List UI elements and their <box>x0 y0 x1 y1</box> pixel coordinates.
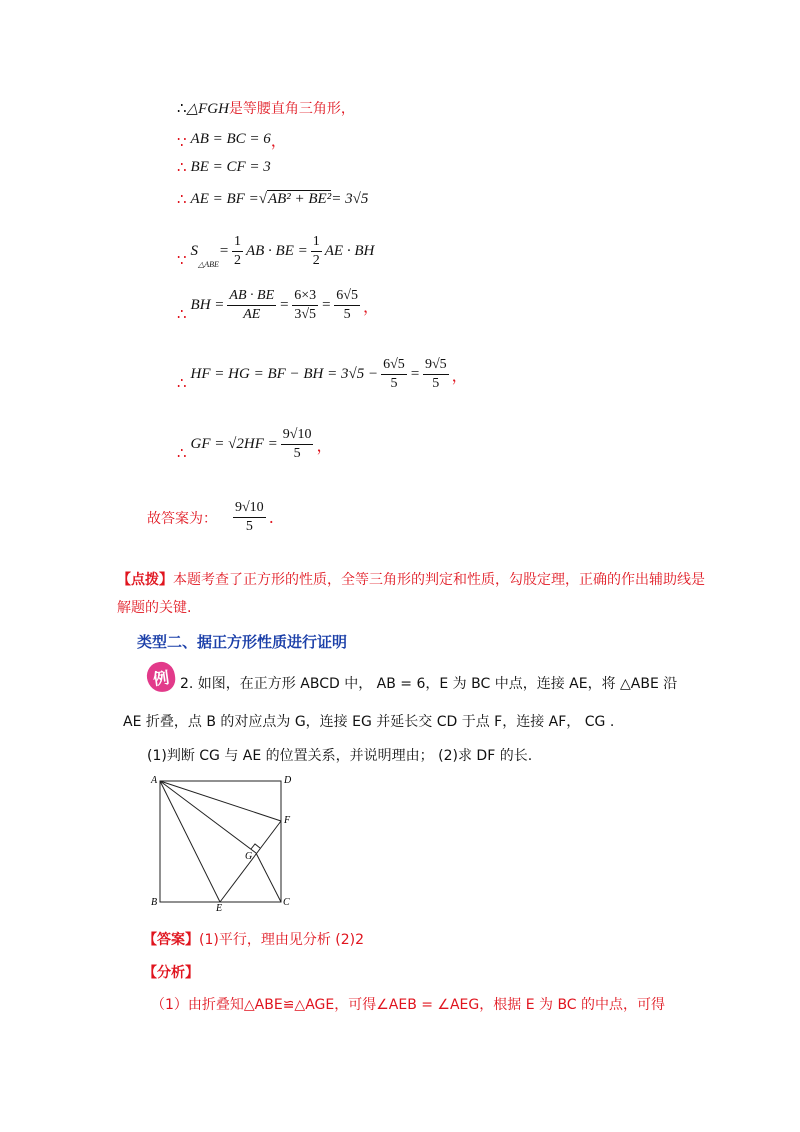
comma: ， <box>316 436 333 455</box>
therefore-symbol: ∴ <box>177 374 187 392</box>
right-angle-mark <box>251 844 260 849</box>
example-badge-icon: 例 <box>145 660 177 694</box>
label-b: B <box>151 897 158 908</box>
area-symbol: S <box>190 243 199 259</box>
solution-line-8 <box>177 427 332 462</box>
answer-line <box>147 500 274 535</box>
solution-line-6: ∴ BH = $\frac{AB \cdot BE}{AE}$ = $\frac{6\times 3}{3√5}$ = $\frac{6√5}{5}$ ， <box>177 288 379 323</box>
label-g: G <box>245 851 253 862</box>
be-cf-eq: BE = CF = 3 <box>190 158 271 175</box>
section-title: 类型二、据正方形性质进行证明 <box>137 633 348 651</box>
analysis-tag-line <box>143 962 199 982</box>
answer-text: (1)平行，理由见分析 (2)2 <box>199 932 365 948</box>
half-fraction-2: $\frac{1}{2}$ <box>312 234 320 268</box>
example-line-2: AE 折叠，点 B 的对应点为 G，连接 EG 并延长交 CD 于点 F，连接 AF， CG . <box>123 714 615 730</box>
geometry-figure <box>145 772 305 912</box>
solution-line-3 <box>177 158 271 176</box>
label-e: E <box>216 903 223 912</box>
answer-fraction: $\frac{9√10}{5}$ <box>235 500 264 534</box>
ab-be-product: AB · BE = <box>245 243 308 259</box>
label-a: A <box>151 775 158 786</box>
because-symbol: ∵ <box>177 251 187 269</box>
therefore-symbol: ∴ <box>177 305 187 323</box>
solution-line-1 <box>177 98 355 118</box>
comma: ， <box>362 297 379 316</box>
answer-label: 故答案为： <box>147 510 217 527</box>
hf-frac-1: $\frac{6√5}{5}$ <box>383 357 405 391</box>
radical-sign: √ <box>258 190 267 207</box>
therefore-symbol: ∴ <box>177 158 187 176</box>
solution-line-2 <box>177 128 287 151</box>
period: . <box>268 508 274 527</box>
label-d: D <box>284 775 292 786</box>
analysis-line: （1）由折叠知△ABE≌△AGE，可得∠AEB = ∠AEG，根据 E 为 BC 的中点，可得 <box>151 997 666 1013</box>
comment-tag: 【点拨】 <box>117 572 173 588</box>
ab-bc-eq: AB = BC = 6 <box>190 131 271 147</box>
bh-frac-3: $\frac{6√5}{5}$ <box>336 288 358 322</box>
triangle-fgh: △FGH <box>186 100 229 117</box>
solution-line-4 <box>177 190 368 208</box>
comma: ， <box>451 366 468 385</box>
bh-frac-2: $\frac{6\times 3}{3√5}$ <box>294 288 317 322</box>
equals: = <box>218 243 229 259</box>
answer-tag: 【答案】 <box>143 932 199 948</box>
segment-af <box>160 781 281 821</box>
square-abcd <box>160 781 281 902</box>
label-f: F <box>284 815 291 826</box>
therefore-symbol: ∴ <box>177 444 187 462</box>
comment-block <box>117 566 717 622</box>
area-subscript: △ABE <box>198 260 219 269</box>
ae-bf-eq: AE = BF = <box>190 190 259 207</box>
segment-ag <box>160 781 256 853</box>
bh-frac-1: $\frac{AB \cdot BE}{AE}$ <box>229 288 275 322</box>
ae-bh-product: AE · BH <box>324 243 375 259</box>
segment-ae <box>160 781 220 902</box>
solution-line-5 <box>177 234 374 269</box>
segment-gc <box>256 853 281 902</box>
gf-eq: GF = √2HF = <box>190 436 278 452</box>
bh-eq: BH = <box>190 297 225 313</box>
example-line-1: 2. 如图，在正方形 ABCD 中， AB = 6，E 为 BC 中点，连接 AE，将 △ABE 沿 <box>180 676 678 692</box>
because-symbol: ∵ <box>177 133 187 151</box>
solution-line-7: ∴ HF = HG = BF − BH = 3√5 − $\frac{6√5}{5}$ = $\frac{9√5}{5}$ ， <box>177 357 468 392</box>
isosceles-right-text: 是等腰直角三角形， <box>228 101 355 117</box>
answer-block <box>143 929 364 949</box>
hf-frac-2: $\frac{9√5}{5}$ <box>424 357 447 391</box>
example-line-3: (1)判断 CG 与 AE 的位置关系，并说明理由； (2)求 DF 的长. <box>147 748 533 764</box>
gf-frac: $\frac{9√10}{5}$ <box>282 427 312 461</box>
therefore-symbol: ∴ <box>177 190 187 208</box>
hf-eq: HF = HG = BF − BH = 3√5 − <box>190 366 379 382</box>
therefore-symbol: ∴ <box>177 100 187 117</box>
radicand: AB² + BE² <box>267 191 332 207</box>
comment-text: 本题考查了正方形的性质，全等三角形的判定和性质，勾股定理，正确的作出辅助线是解题的关键. <box>117 572 705 616</box>
analysis-tag: 【分析】 <box>143 965 199 981</box>
half-fraction: $\frac{1}{2}$ <box>233 234 241 268</box>
label-c: C <box>283 897 290 908</box>
comma: ， <box>270 131 287 150</box>
ae-result: = 3√5 <box>331 190 369 207</box>
